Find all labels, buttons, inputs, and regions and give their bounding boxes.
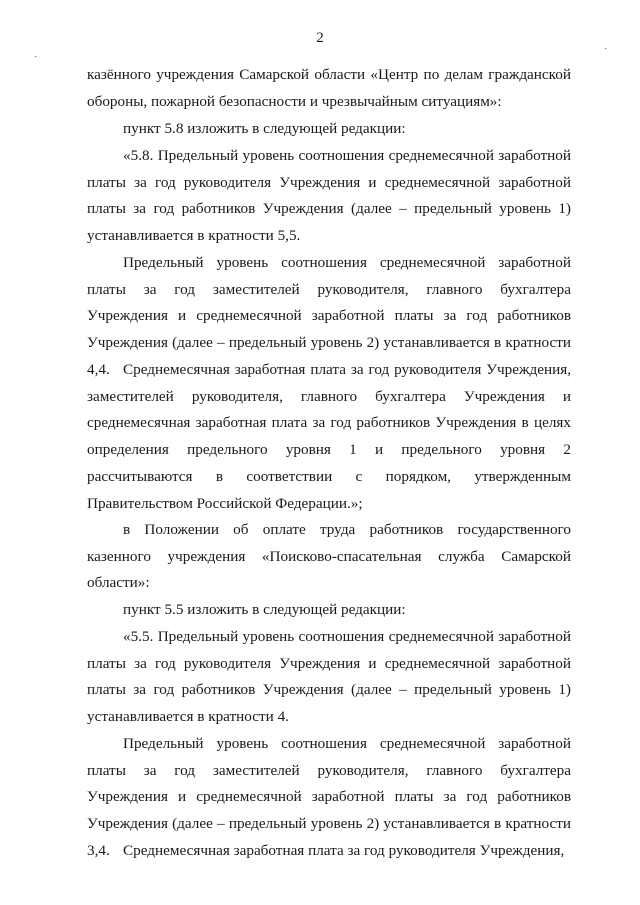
paragraph: в Положении об оплате труда работников государственного казенного учреждения «Поисково-спасательная служба Самарской области»:	[87, 521, 571, 592]
paragraph: казённого учреждения Самарской области «Центр по делам гражданской обороны, пожарной безопасности и чрезвычайным ситуациям»:	[87, 66, 571, 110]
paragraph: Предельный уровень соотношения среднемесячной заработной платы за год заместителей руководителя, главного бухгалтера Учреждения и среднемесячной заработной платы за год работников Учреждения (далее – предельный уровень 2) устанавливается в кратности 3,4.	[87, 735, 571, 859]
paragraph: «5.5. Предельный уровень соотношения среднемесячной заработной платы за год руководителя Учреждения и среднемесячной заработной платы за год работников Учреждения (далее – предельный уровень 1) устанавливается в кратности 4.	[87, 628, 571, 726]
paragraph-5-5-calculation-start	[87, 838, 571, 865]
paragraph: пункт 5.8 изложить в следующей редакции:	[123, 120, 406, 137]
paragraph: Среднемесячная заработная плата за год руководителя Учреждения, заместителей руководителя, главного бухгалтера Учреждения и среднемесячная заработная плата за год работников Учреждения в целях определения предельного уровня 1 и предельного уровня 2 рассчитываются в соответствии с порядком, утвержденным Правительством Российской Федерации.»;	[87, 361, 571, 512]
paragraph-intro	[87, 62, 571, 115]
paragraph: Среднемесячная заработная плата за год руководителя Учреждения,	[123, 842, 565, 859]
paragraph: «5.8. Предельный уровень соотношения среднемесячной заработной платы за год руководителя Учреждения и среднемесячной заработной платы за год работников Учреждения (далее – предельный уровень 1) устанавливается в кратности 5,5.	[87, 147, 571, 245]
page-number: 2	[316, 30, 324, 46]
paragraph-search-rescue-regulation	[87, 517, 571, 597]
paragraph: пункт 5.5 изложить в следующей редакции:	[123, 601, 406, 618]
scan-speck: ·	[604, 44, 608, 55]
paragraph-5-5-level-1	[87, 624, 571, 731]
scan-speck: ·	[34, 52, 38, 63]
paragraph-5-8-calculation	[87, 357, 571, 517]
paragraph-item-5-8-heading	[87, 116, 571, 143]
paragraph-item-5-5-heading	[87, 597, 571, 624]
paragraph-5-8-level-1	[87, 143, 571, 250]
paragraph: Предельный уровень соотношения среднемесячной заработной платы за год заместителей руководителя, главного бухгалтера Учреждения и среднемесячной заработной платы за год работников Учреждения (далее – предельный уровень 2) устанавливается в кратности 4,4.	[87, 254, 571, 378]
